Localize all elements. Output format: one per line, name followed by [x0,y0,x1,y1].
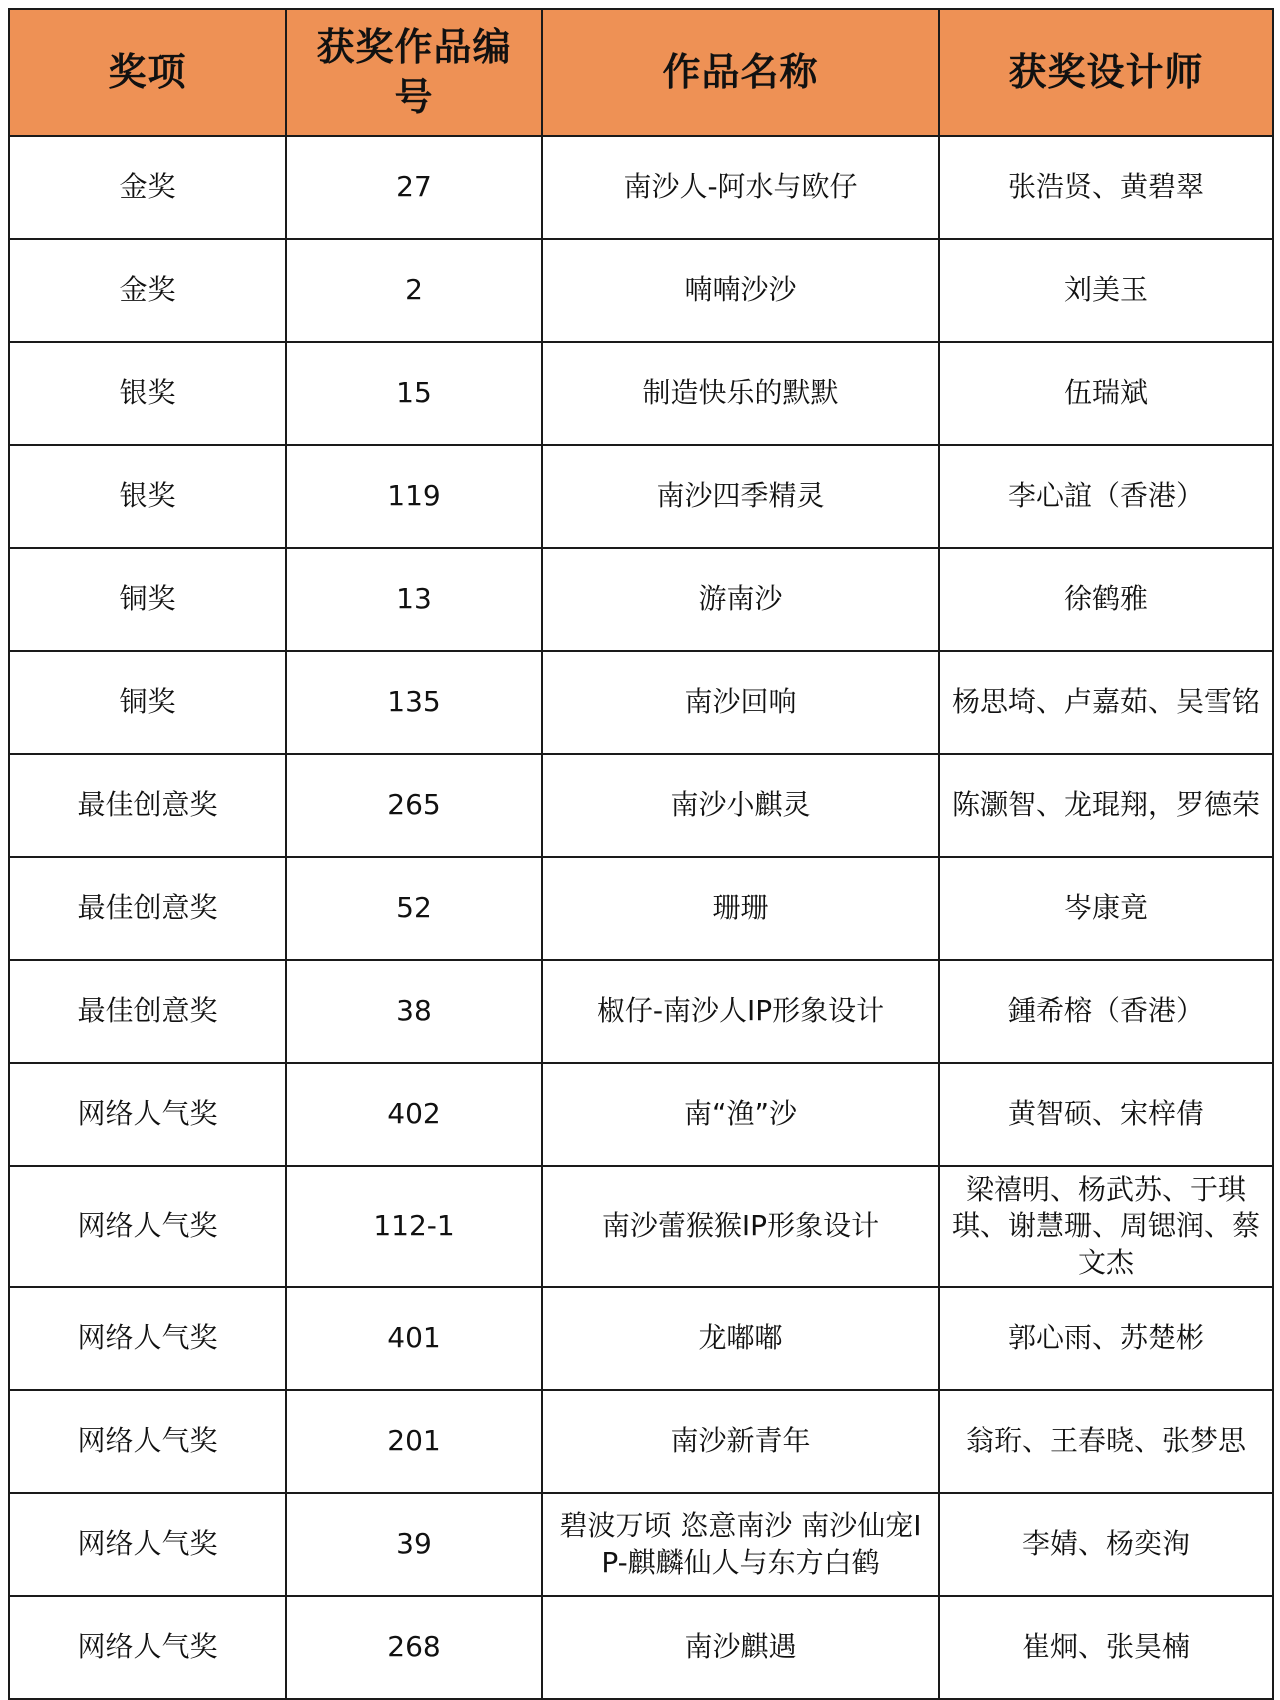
designer-cell: 岑康竟 [939,857,1273,960]
entry-number-cell: 201 [286,1390,542,1493]
header-award: 奖项 [9,9,286,136]
entry-number-cell: 402 [286,1063,542,1166]
award-cell: 最佳创意奖 [9,754,286,857]
table-header [9,9,1273,136]
award-cell: 金奖 [9,239,286,342]
entry-number-cell: 268 [286,1596,542,1699]
entry-number-cell: 39 [286,1493,542,1596]
work-name-cell: 碧波万顷 恣意南沙 南沙仙宠IP-麒麟仙人与东方白鹤 [542,1493,939,1596]
header-entry-number: 获奖作品编号 [286,9,542,136]
award-cell: 网络人气奖 [9,1493,286,1596]
entry-number-cell: 38 [286,960,542,1063]
entry-number-cell: 27 [286,136,542,239]
designer-cell: 黄智硕、宋梓倩 [939,1063,1273,1166]
work-name-cell: 南沙人-阿水与欧仔 [542,136,939,239]
table-row [9,857,1273,960]
work-name-cell: 南“渔”沙 [542,1063,939,1166]
work-name-cell: 珊珊 [542,857,939,960]
award-cell: 金奖 [9,136,286,239]
designer-cell: 杨思埼、卢嘉茹、吴雪铭 [939,651,1273,754]
table-row [9,1596,1273,1699]
designer-cell: 徐鹤雅 [939,548,1273,651]
award-cell: 最佳创意奖 [9,857,286,960]
table-row [9,136,1273,239]
work-name-cell: 喃喃沙沙 [542,239,939,342]
header-work-name: 作品名称 [542,9,939,136]
entry-number-cell: 112-1 [286,1166,542,1287]
entry-number-cell: 2 [286,239,542,342]
award-cell: 网络人气奖 [9,1390,286,1493]
work-name-cell: 南沙麒遇 [542,1596,939,1699]
work-name-cell: 制造快乐的默默 [542,342,939,445]
award-cell: 铜奖 [9,651,286,754]
entry-number-cell: 265 [286,754,542,857]
table-row [9,1493,1273,1596]
table-row [9,651,1273,754]
designer-cell: 陈灏智、龙琨翔，罗德荣 [939,754,1273,857]
table-row [9,445,1273,548]
designer-cell: 梁禧明、杨武苏、于琪琪、谢慧珊、周锶润、蔡文杰 [939,1166,1273,1287]
award-cell: 网络人气奖 [9,1287,286,1390]
work-name-cell: 南沙新青年 [542,1390,939,1493]
table-row [9,1390,1273,1493]
header-designer: 获奖设计师 [939,9,1273,136]
work-name-cell: 游南沙 [542,548,939,651]
table-body [9,136,1273,1699]
designer-cell: 李心誼（香港） [939,445,1273,548]
work-name-cell: 椒仔-南沙人IP形象设计 [542,960,939,1063]
award-cell: 银奖 [9,445,286,548]
designer-cell: 李婧、杨奕洵 [939,1493,1273,1596]
designer-cell: 伍瑞斌 [939,342,1273,445]
entry-number-cell: 135 [286,651,542,754]
award-cell: 网络人气奖 [9,1063,286,1166]
header-row [9,9,1273,136]
table-row [9,1063,1273,1166]
designer-cell: 鍾希榕（香港） [939,960,1273,1063]
entry-number-cell: 15 [286,342,542,445]
designer-cell: 翁珩、王春晓、张梦思 [939,1390,1273,1493]
award-cell: 银奖 [9,342,286,445]
table-row [9,960,1273,1063]
work-name-cell: 南沙回响 [542,651,939,754]
table-row [9,548,1273,651]
table-row [9,239,1273,342]
entry-number-cell: 13 [286,548,542,651]
work-name-cell: 南沙小麒灵 [542,754,939,857]
work-name-cell: 南沙四季精灵 [542,445,939,548]
awards-table [8,8,1274,1700]
award-cell: 最佳创意奖 [9,960,286,1063]
table-row [9,342,1273,445]
entry-number-cell: 119 [286,445,542,548]
award-cell: 网络人气奖 [9,1166,286,1287]
designer-cell: 郭心雨、苏楚彬 [939,1287,1273,1390]
designer-cell: 刘美玉 [939,239,1273,342]
designer-cell: 张浩贤、黄碧翠 [939,136,1273,239]
work-name-cell: 龙嘟嘟 [542,1287,939,1390]
table-row [9,754,1273,857]
entry-number-cell: 401 [286,1287,542,1390]
award-cell: 铜奖 [9,548,286,651]
entry-number-cell: 52 [286,857,542,960]
work-name-cell: 南沙蕾猴猴IP形象设计 [542,1166,939,1287]
designer-cell: 崔炯、张昊楠 [939,1596,1273,1699]
award-cell: 网络人气奖 [9,1596,286,1699]
table-row [9,1166,1273,1287]
table-row [9,1287,1273,1390]
